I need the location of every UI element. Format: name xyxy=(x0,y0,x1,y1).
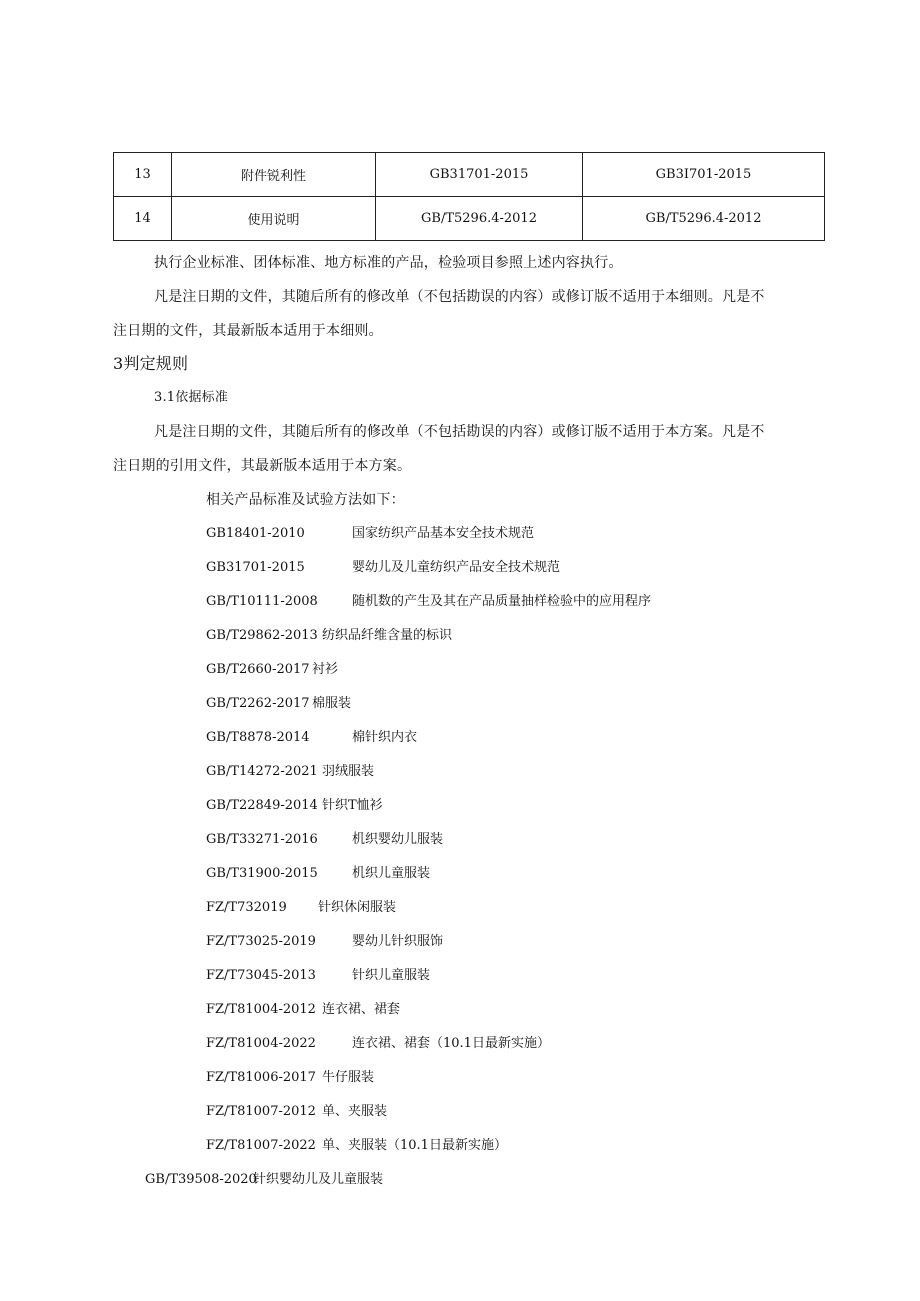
standard-title: 单、夹服装（10.1日最新实施） xyxy=(322,1138,507,1153)
standard-code: GB18401-2010 xyxy=(206,526,305,541)
standard-code: GB31701-2015 xyxy=(206,560,305,575)
paragraph: 注日期的文件，其最新版本适用于本细则。 xyxy=(113,323,383,339)
row-number: 14 xyxy=(114,197,172,241)
standard-title: 婴幼儿及儿童纺织产品安全技术规范 xyxy=(352,560,561,575)
standard-title: 衬衫 xyxy=(312,662,339,677)
paragraph: 凡是注日期的文件，其随后所有的修改单（不包括勘误的内容）或修订版不适用于本细则。凡是不 xyxy=(154,289,765,305)
standard-code: GB/T22849-2014 xyxy=(206,798,318,813)
standard-title: 纺织品纤维含量的标识 xyxy=(322,628,453,643)
standard-title: 连衣裙、裙套（10.1日最新实施） xyxy=(352,1036,550,1051)
standard-title: 单、夹服装 xyxy=(322,1104,388,1119)
standard-code: FZ/T81007-2022 xyxy=(206,1138,316,1153)
test-item: 附件锐利性 xyxy=(172,153,376,197)
standard-code: FZ/T73045-2013 xyxy=(206,968,316,983)
standard-code: GB/T39508-2020 xyxy=(145,1172,257,1187)
standard-code: FZ/T81004-2012 xyxy=(206,1002,316,1017)
paragraph: 执行企业标准、团体标准、地方标准的产品，检验项目参照上述内容执行。 xyxy=(154,255,623,271)
row-number: 13 xyxy=(114,153,172,197)
standard-title: 针织休闲服装 xyxy=(318,900,397,915)
standard-code: GB/T10111-2008 xyxy=(206,594,318,609)
standard-code: FZ/T81007-2012 xyxy=(206,1104,316,1119)
standards-table xyxy=(113,152,825,241)
standard-title: 国家纺织产品基本安全技术规范 xyxy=(352,526,535,541)
standard-code: GB/T2660-2017 xyxy=(206,662,310,677)
standard-ref: GB/T5296.4-2012 xyxy=(376,197,583,241)
standard-title: 针织T恤衫 xyxy=(322,798,383,813)
standard-title: 机织儿童服装 xyxy=(352,866,431,881)
standard-code: FZ/T81006-2017 xyxy=(206,1070,316,1085)
section-heading: 3判定规则 xyxy=(113,354,189,373)
standard-title: 婴幼儿针织服饰 xyxy=(352,934,444,949)
standard-title: 机织婴幼儿服装 xyxy=(352,832,444,847)
paragraph: 注日期的引用文件，其最新版本适用于本方案。 xyxy=(113,458,412,474)
method-ref: GB3I701-2015 xyxy=(583,153,825,197)
standard-code: GB/T14272-2021 xyxy=(206,764,318,779)
standard-title: 针织婴幼儿及儿童服装 xyxy=(253,1172,384,1187)
standard-code: GB/T8878-2014 xyxy=(206,730,310,745)
test-item: 使用说明 xyxy=(172,197,376,241)
standard-code: FZ/T81004-2022 xyxy=(206,1036,316,1051)
standard-code: GB/T33271-2016 xyxy=(206,832,318,847)
standard-title: 棉服装 xyxy=(312,696,352,711)
standard-code: FZ/T732019 xyxy=(206,900,287,915)
standard-title: 羽绒服装 xyxy=(322,764,375,779)
list-intro: 相关产品标准及试验方法如下： xyxy=(206,492,405,508)
standard-ref: GB31701-2015 xyxy=(376,153,583,197)
standard-title: 棉针织内衣 xyxy=(352,730,418,745)
standard-title: 牛仔服装 xyxy=(322,1070,375,1085)
standard-title: 连衣裙、裙套 xyxy=(322,1002,401,1017)
standard-code: GB/T31900-2015 xyxy=(206,866,318,881)
table-row xyxy=(114,153,825,197)
method-ref: GB/T5296.4-2012 xyxy=(583,197,825,241)
subsection-heading: 3.1依据标准 xyxy=(154,390,229,405)
standard-title: 随机数的产生及其在产品质量抽样检验中的应用程序 xyxy=(352,594,652,609)
standard-code: FZ/T73025-2019 xyxy=(206,934,316,949)
table-row xyxy=(114,197,825,241)
standard-code: GB/T29862-2013 xyxy=(206,628,318,643)
paragraph: 凡是注日期的文件，其随后所有的修改单（不包括勘误的内容）或修订版不适用于本方案。凡是不 xyxy=(154,424,765,440)
standard-code: GB/T2262-2017 xyxy=(206,696,310,711)
standard-title: 针织儿童服装 xyxy=(352,968,431,983)
